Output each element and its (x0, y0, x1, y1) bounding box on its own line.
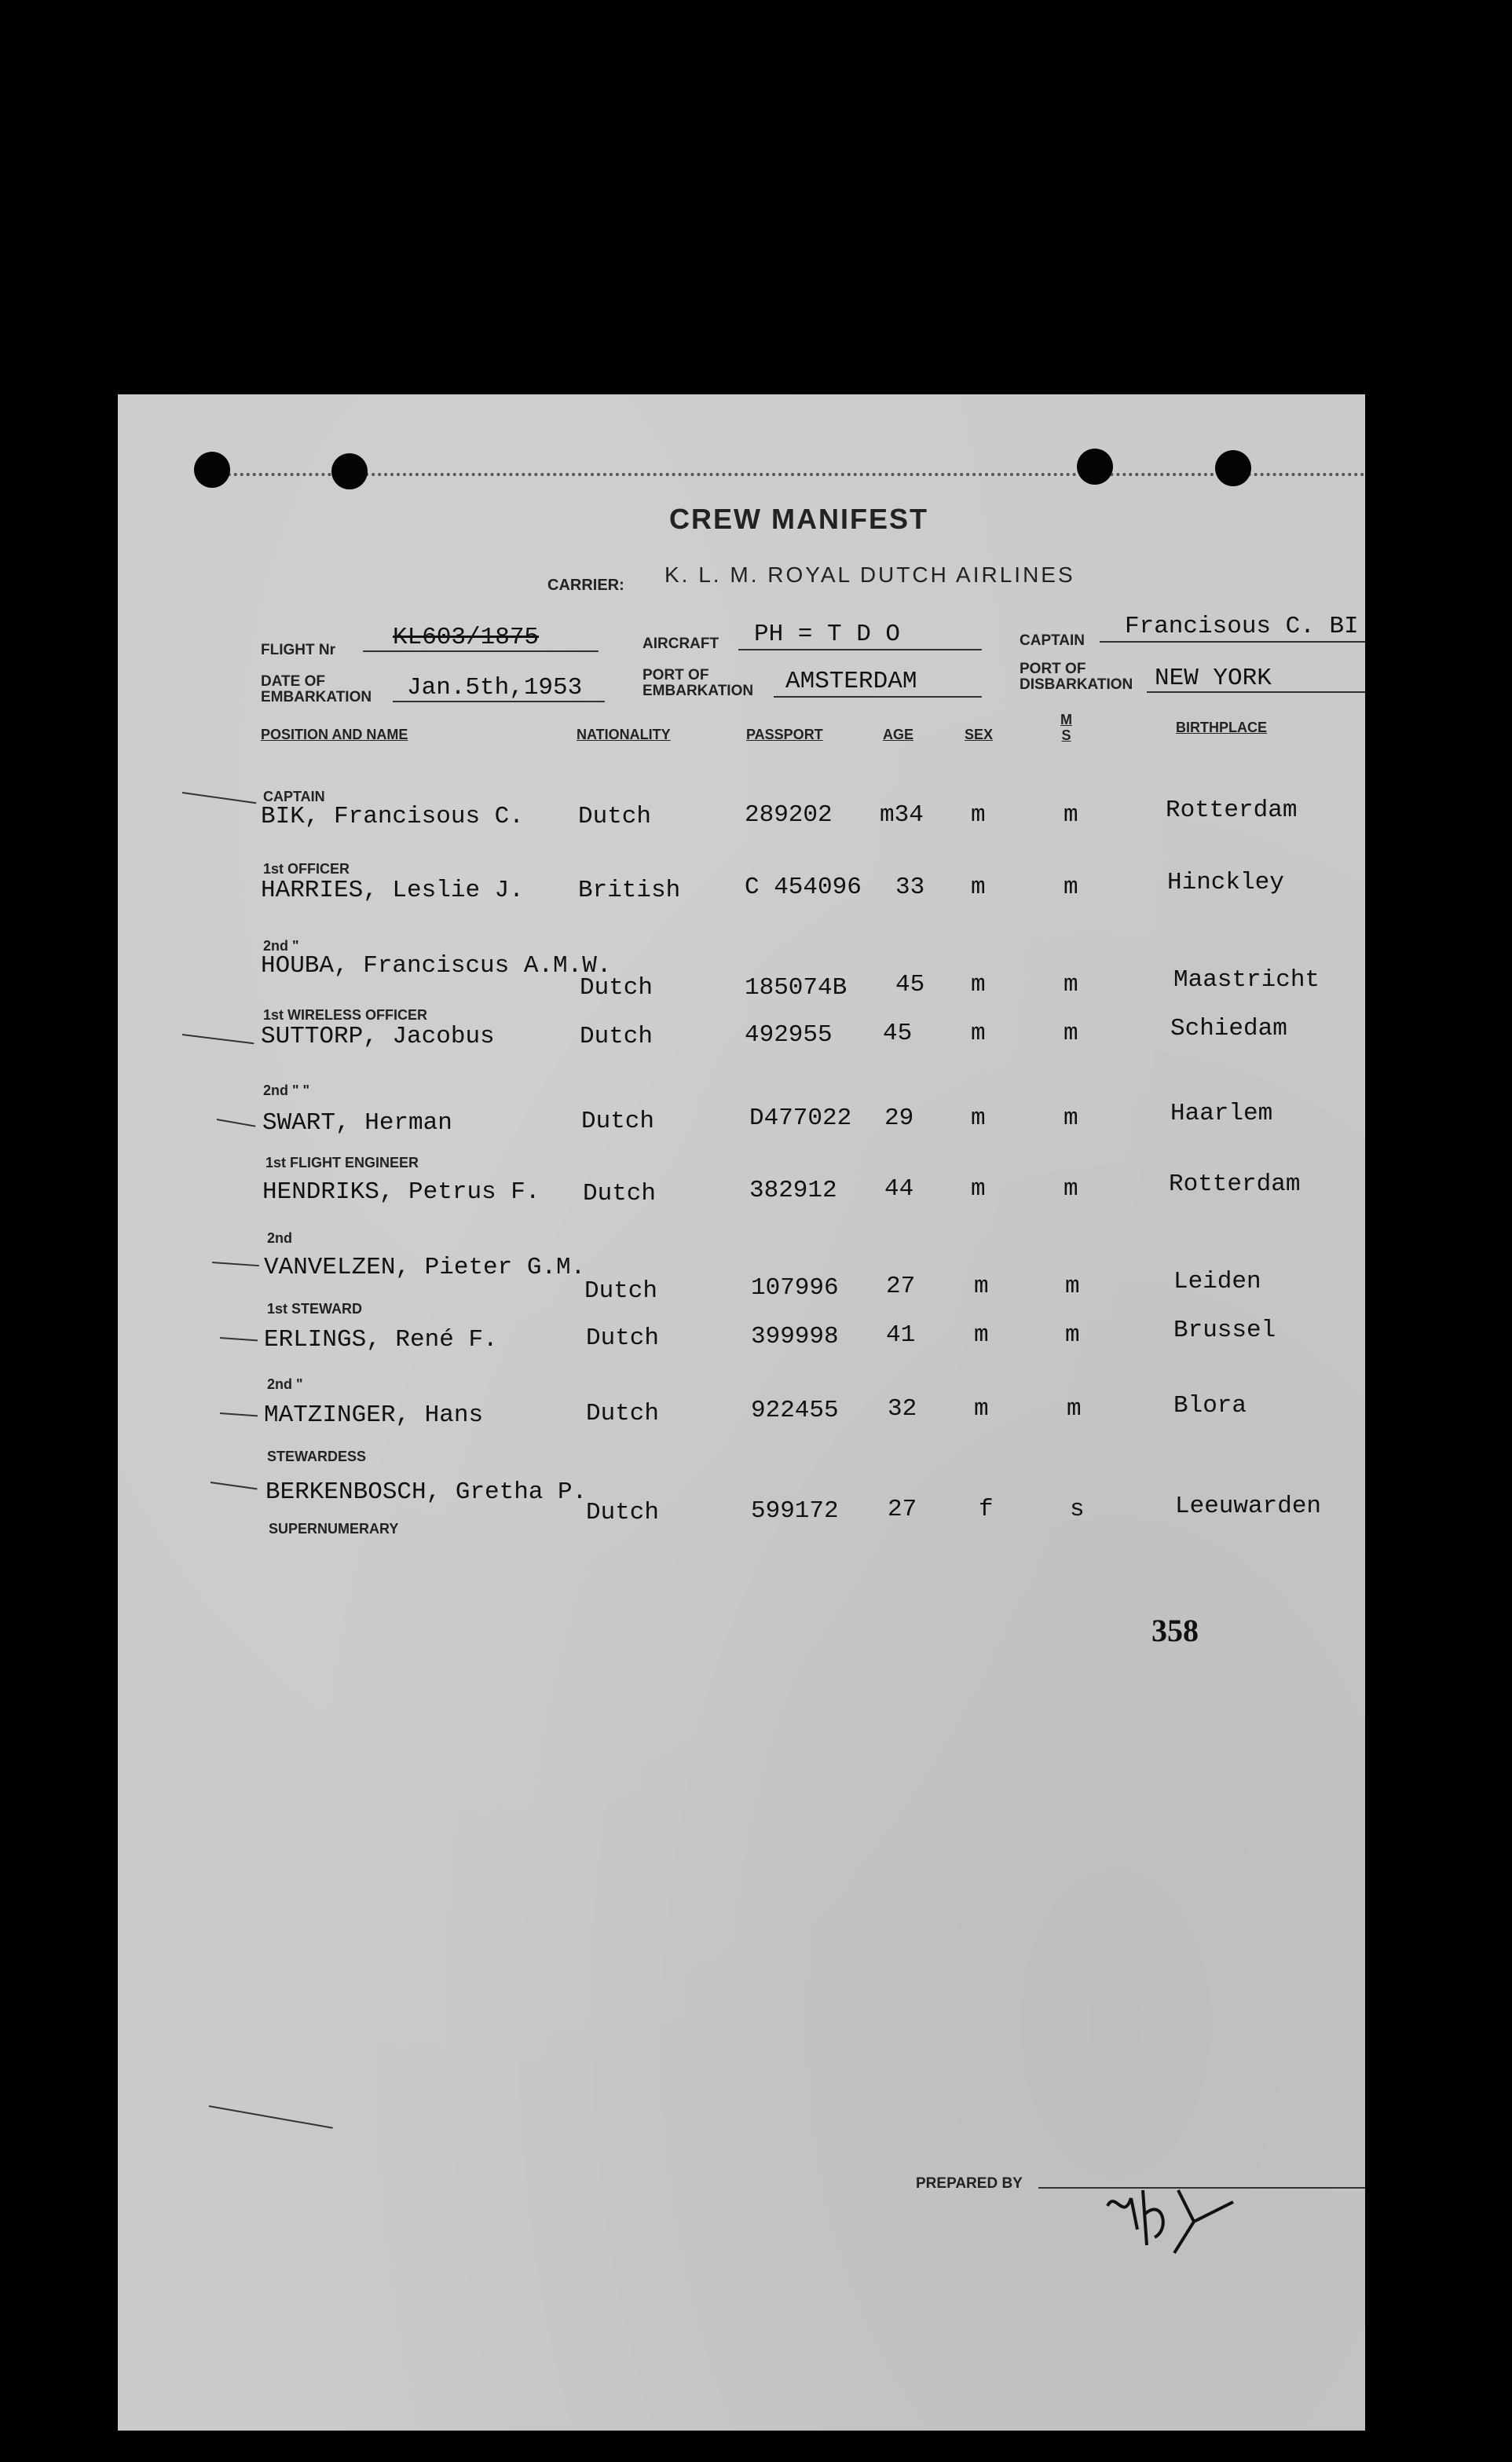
crew-name: VANVELZEN, Pieter G.M. (264, 1254, 586, 1281)
date-label: DATE OF EMBARKATION (261, 673, 372, 705)
crew-passport: 289202 (745, 801, 833, 829)
crew-position: 2nd " " (263, 1083, 310, 1098)
page-title: CREW MANIFEST (669, 503, 928, 535)
crew-marital-status: m (1064, 801, 1078, 829)
crew-position: 1st STEWARD (267, 1301, 363, 1317)
crew-position: CAPTAIN (263, 789, 325, 804)
col-passport: PASSPORT (746, 727, 823, 742)
crew-birthplace: Leiden (1173, 1268, 1261, 1295)
crew-age: 33 (895, 874, 925, 901)
crew-age: 29 (884, 1105, 914, 1132)
crew-name: HOUBA, Franciscus A.M.W. (261, 952, 612, 980)
crew-birthplace: Rotterdam (1166, 797, 1298, 824)
crew-marital-status: m (1067, 1395, 1082, 1423)
crew-nationality: British (578, 877, 681, 904)
flight-number: KL603/1875 (393, 624, 540, 651)
crew-birthplace: Blora (1173, 1392, 1247, 1420)
crew-passport: 599172 (751, 1497, 839, 1525)
crew-birthplace: Maastricht (1173, 966, 1320, 994)
page-number: 358 (1151, 1613, 1199, 1648)
crew-nationality: Dutch (586, 1324, 660, 1352)
crew-position: 1st OFFICER (263, 861, 350, 877)
captain-underline (1100, 641, 1365, 643)
captain-name: Francisous C. BI (1125, 613, 1359, 640)
crew-marital-status: m (1064, 1105, 1078, 1132)
aircraft-registration: PH = T D O (754, 621, 901, 648)
col-position-name: POSITION AND NAME (261, 727, 408, 742)
perforation-line (196, 473, 1365, 476)
crew-sex: m (974, 1273, 989, 1300)
crew-sex: m (974, 1395, 989, 1423)
crew-position: 2nd " (267, 1376, 303, 1392)
col-marital-status: M S (1060, 712, 1072, 743)
embarkation-date: Jan.5th,1953 (407, 674, 583, 702)
crew-age: 41 (886, 1321, 916, 1349)
crew-passport: 399998 (751, 1323, 839, 1350)
carrier-name: K. L. M. ROYAL DUTCH AIRLINES (664, 562, 1075, 587)
crew-age: 44 (884, 1175, 914, 1203)
crew-name: ERLINGS, René F. (264, 1326, 498, 1354)
crew-age: 32 (888, 1395, 917, 1423)
col-age: AGE (883, 727, 914, 742)
carrier-label: CARRIER: (547, 577, 624, 594)
crew-nationality: Dutch (580, 974, 653, 1002)
port-of-embarkation: AMSTERDAM (785, 668, 917, 695)
signature-scribble (1100, 2174, 1241, 2261)
crew-birthplace: Rotterdam (1169, 1171, 1301, 1198)
crew-nationality: Dutch (586, 1499, 660, 1526)
aircraft-underline (738, 649, 982, 650)
supernumerary-label: SUPERNUMERARY (269, 1521, 399, 1537)
captain-label: CAPTAIN (1020, 632, 1085, 649)
crew-name: BIK, Francisous C. (261, 803, 524, 830)
crew-sex: m (971, 801, 986, 829)
crew-passport: 107996 (751, 1274, 839, 1302)
aircraft-label: AIRCRAFT (643, 636, 719, 652)
crew-marital-status: m (1064, 1020, 1078, 1047)
col-birthplace: BIRTHPLACE (1176, 720, 1267, 735)
punch-hole (1077, 449, 1113, 485)
crew-birthplace: Schiedam (1170, 1015, 1287, 1042)
crew-nationality: Dutch (586, 1400, 660, 1427)
crew-age: m34 (880, 801, 924, 829)
col-nationality: NATIONALITY (577, 727, 671, 742)
port-disbarkation-label: PORT OF DISBARKATION (1020, 661, 1133, 693)
crew-position: STEWARDESS (267, 1449, 367, 1464)
crew-name: HARRIES, Leslie J. (261, 877, 524, 904)
crew-sex: m (971, 874, 986, 901)
crew-position: 1st WIRELESS OFFICER (263, 1007, 428, 1023)
punch-hole (331, 453, 368, 489)
crew-sex: m (971, 1020, 986, 1047)
crew-position: 1st FLIGHT ENGINEER (265, 1155, 419, 1171)
crew-passport: 382912 (749, 1177, 837, 1204)
crew-marital-status: m (1064, 1175, 1078, 1203)
date-underline (393, 701, 605, 702)
crew-nationality: Dutch (584, 1277, 658, 1305)
crew-age: 27 (888, 1496, 917, 1523)
crew-nationality: Dutch (580, 1023, 653, 1050)
crew-nationality: Dutch (581, 1108, 655, 1135)
crew-passport: C 454096 (745, 874, 862, 901)
crew-position: 2nd " (263, 938, 299, 954)
crew-birthplace: Leeuwarden (1175, 1493, 1322, 1520)
col-sex: SEX (965, 727, 994, 742)
crew-age: 45 (895, 971, 925, 998)
crew-marital-status: m (1065, 1273, 1080, 1300)
crew-name: SUTTORP, Jacobus (261, 1023, 495, 1050)
crew-name: HENDRIKS, Petrus F. (262, 1178, 540, 1206)
port-embarkation-underline (774, 696, 982, 698)
crew-name: MATZINGER, Hans (264, 1401, 484, 1429)
crew-nationality: Dutch (578, 803, 652, 830)
crew-sex: f (979, 1496, 994, 1523)
crew-passport: 492955 (745, 1021, 833, 1049)
crew-age: 27 (886, 1273, 916, 1300)
port-embarkation-label: PORT OF EMBARKATION (643, 667, 754, 699)
flight-label: FLIGHT Nr (261, 642, 335, 658)
crew-marital-status: s (1070, 1496, 1085, 1523)
crew-position: 2nd (267, 1230, 293, 1246)
crew-sex: m (971, 971, 986, 998)
crew-marital-status: m (1064, 971, 1078, 998)
crew-birthplace: Brussel (1173, 1317, 1276, 1344)
crew-marital-status: m (1064, 874, 1078, 901)
crew-passport: D477022 (749, 1105, 852, 1132)
crew-sex: m (971, 1105, 986, 1132)
crew-nationality: Dutch (583, 1180, 657, 1207)
punch-hole (1215, 450, 1251, 486)
crew-passport: 185074B (745, 974, 848, 1002)
punch-hole (194, 452, 230, 488)
crew-age: 45 (883, 1020, 913, 1047)
crew-marital-status: m (1065, 1321, 1080, 1349)
crew-birthplace: Haarlem (1170, 1100, 1273, 1127)
crew-birthplace: Hinckley (1167, 869, 1284, 896)
flight-underline (363, 650, 599, 652)
crew-name: BERKENBOSCH, Gretha P. (265, 1478, 588, 1506)
crew-sex: m (971, 1175, 986, 1203)
prepared-by-label: PREPARED BY (916, 2175, 1023, 2192)
crew-sex: m (974, 1321, 989, 1349)
port-disbarkation-underline (1147, 691, 1365, 693)
crew-passport: 922455 (751, 1397, 839, 1424)
crew-name: SWART, Herman (262, 1109, 452, 1137)
port-of-disbarkation: NEW YORK (1155, 665, 1272, 692)
